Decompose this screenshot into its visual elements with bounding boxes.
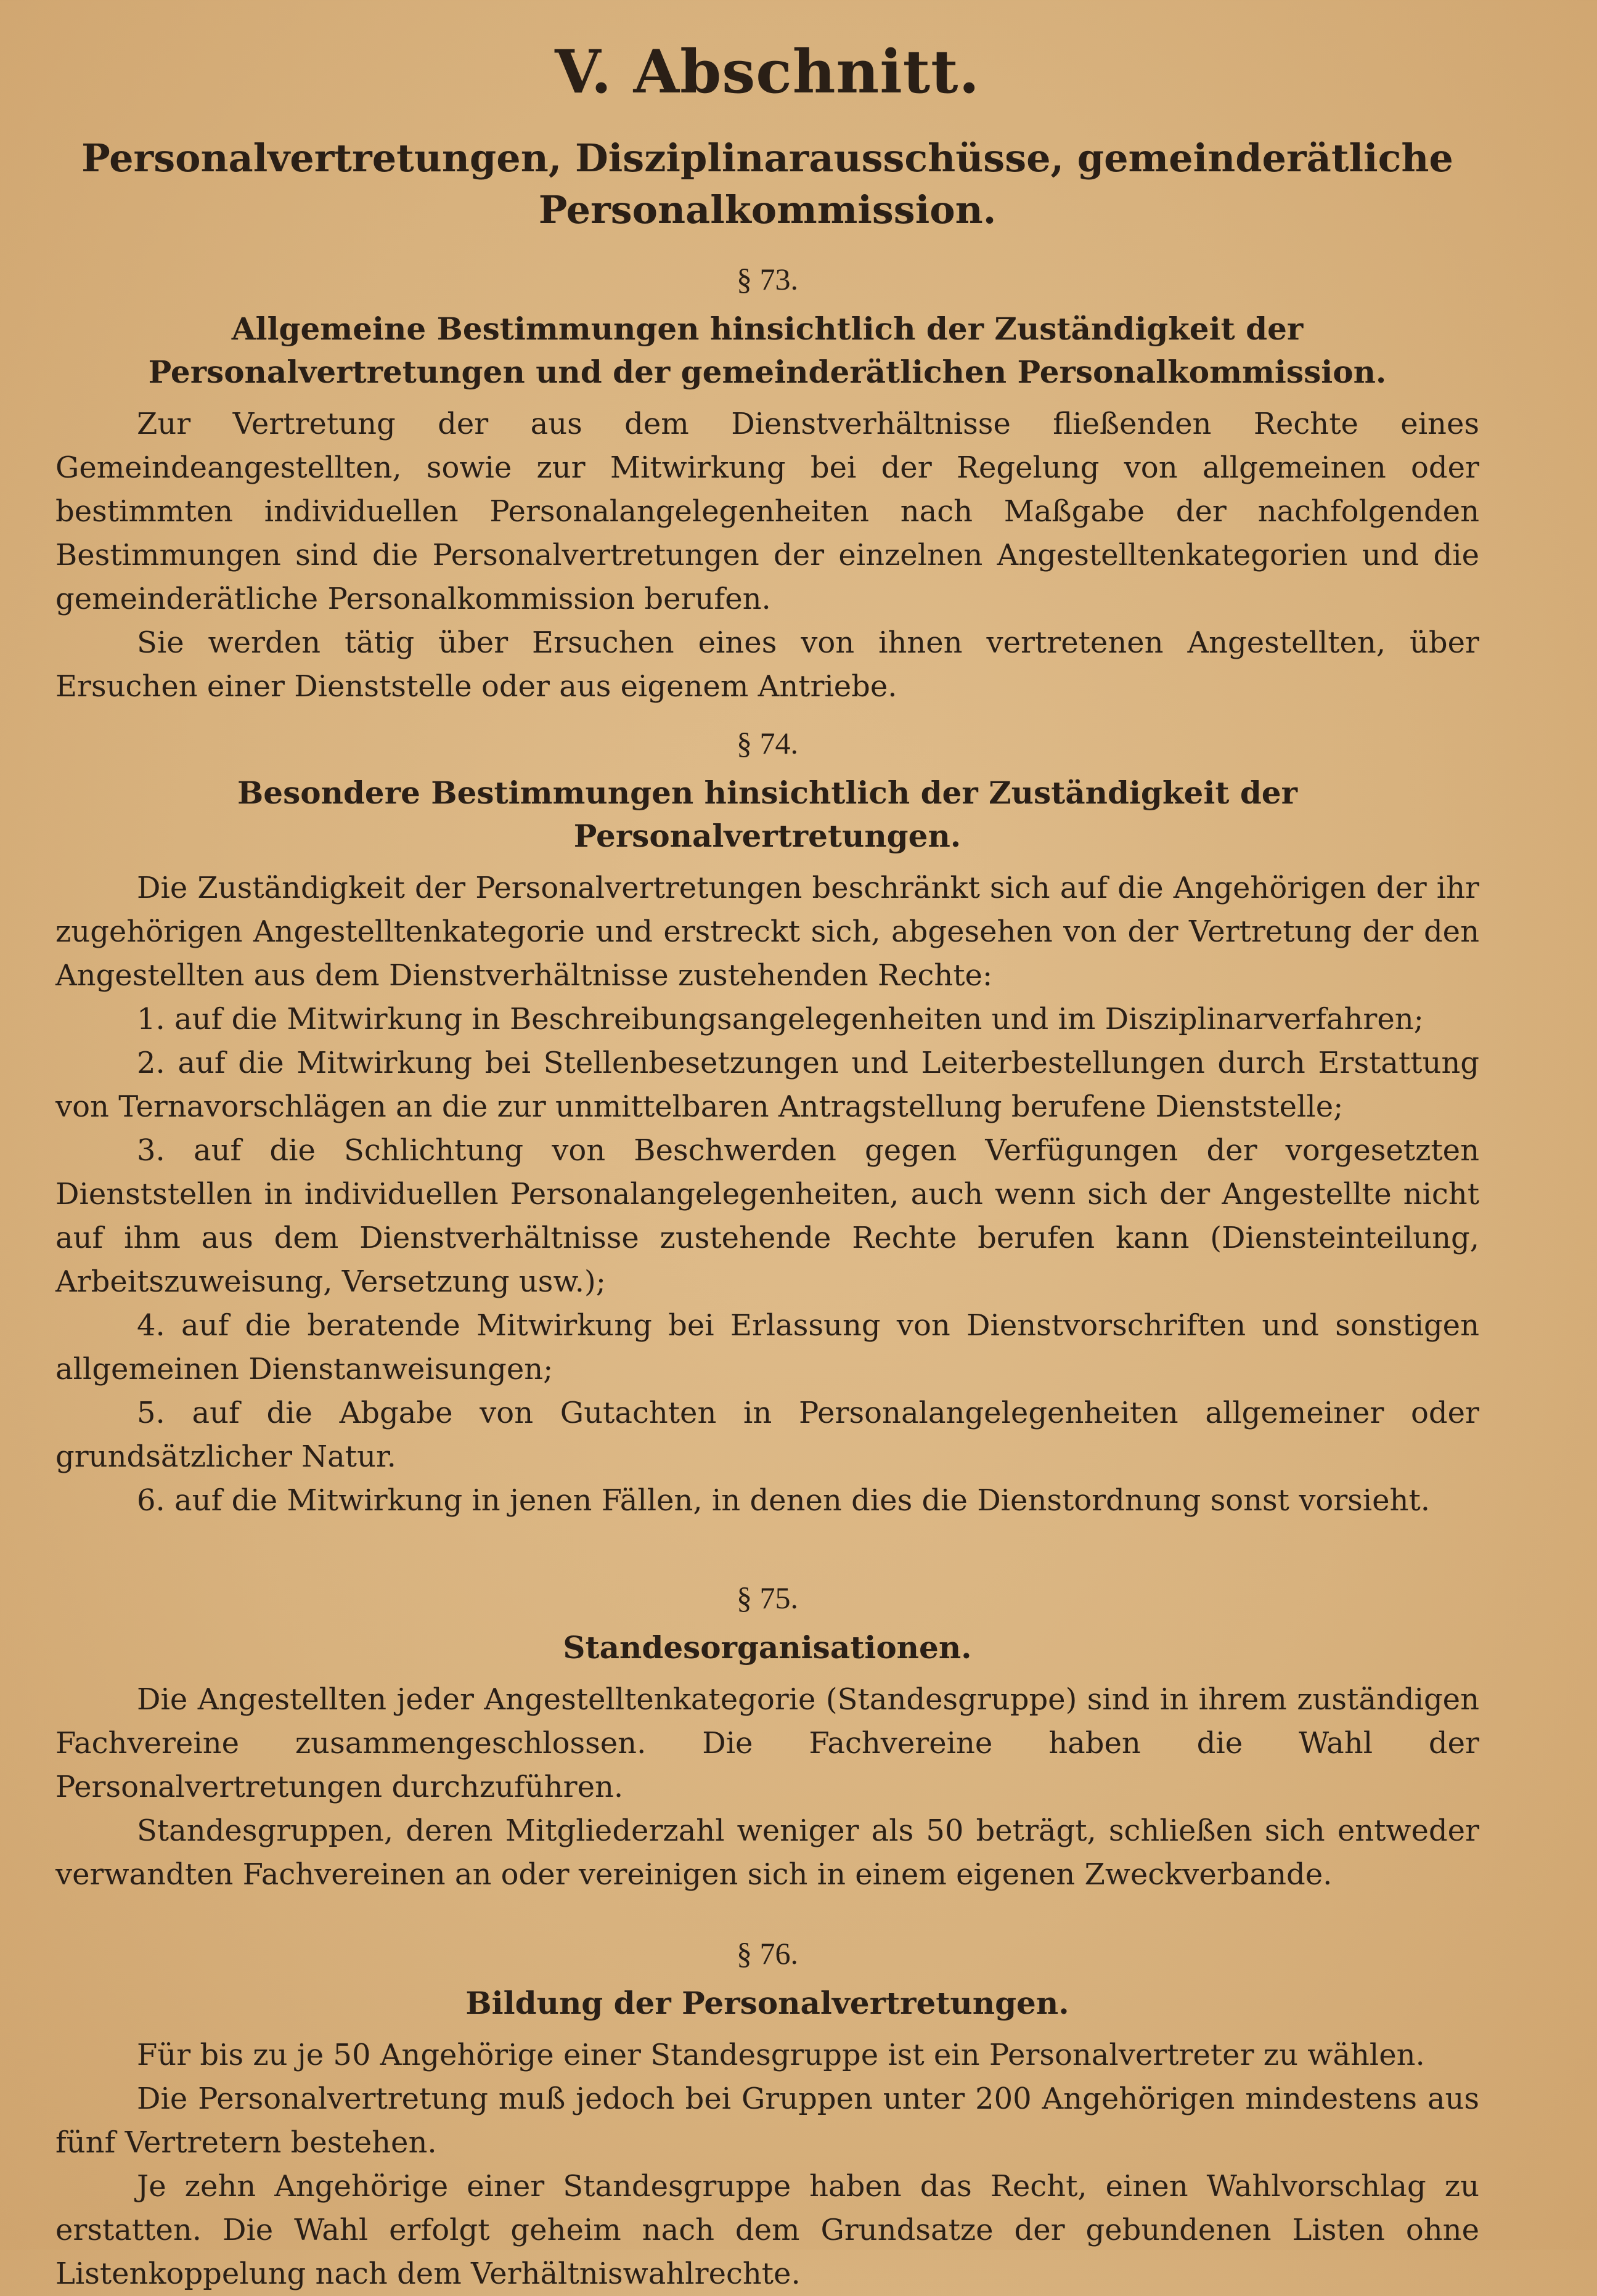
section-73: [55, 259, 1479, 709]
list-item: 1. auf die Mitwirkung in Beschreibungsangelegenheiten und im Disziplinarverfahren;: [137, 1002, 1424, 1036]
section-number: § 76.: [737, 1936, 798, 1971]
list-item: 6. auf die Mitwirkung in jenen Fällen, in denen dies die Dienstordnung sonst vorsieht.: [137, 1483, 1431, 1518]
section-title: Besondere Bestimmungen hinsichtlich der Zuständigkeit der Personalvertretungen.: [237, 775, 1297, 854]
paragraph: Standesgruppen, deren Mitgliederzahl weniger als 50 beträgt, schließen sich entweder verwandten Fachvereinen an oder vereinigen sich in einem eigenen Zweckverbande.: [55, 1814, 1479, 1892]
paragraph: Zur Vertretung der aus dem Dienstverhältnisse fließenden Rechte eines Gemeindeangestellten, sowie zur Mitwirkung bei der Regelung von allgemeinen oder bestimmten individuellen Personalangelegenheiten nach Maßgabe der nachfolgenden Bestimmungen sind die Personalvertretungen der einzelnen Angestelltenkategorien und die gemeinderätliche Personalkommission berufen.: [55, 407, 1479, 616]
chapter-title: V. Abschnitt.: [555, 37, 980, 107]
list-item: 4. auf die beratende Mitwirkung bei Erlassung von Dienstvorschriften und sonstigen allgemeinen Dienstanweisungen;: [55, 1308, 1479, 1386]
section-74: [55, 723, 1479, 1523]
chapter-subtitle: Personalvertretungen, Disziplinarausschüsse, gemeinderätliche Personalkommission.: [81, 136, 1453, 232]
paragraph: Die Personalvertretung muß jedoch bei Gruppen unter 200 Angehörigen mindestens aus fünf Vertretern bestehen.: [55, 2082, 1479, 2160]
section-76: [55, 1934, 1479, 2296]
section-title: Allgemeine Bestimmungen hinsichtlich der Zuständigkeit der Personalvertretungen und der gemeinderätlichen Personalkommission.: [148, 311, 1387, 390]
section-title: Bildung der Personalvertretungen.: [465, 1985, 1069, 2021]
list-item: 2. auf die Mitwirkung bei Stellenbesetzungen und Leiterbestellungen durch Erstattung von Ternavorschlägen an die zur unmittelbaren Antragstellung berufene Dienststelle;: [55, 1046, 1479, 1124]
paragraph: Für bis zu je 50 Angehörige einer Standesgruppe ist ein Personalvertreter zu wählen.: [137, 2038, 1425, 2072]
list-item: 3. auf die Schlichtung von Beschwerden gegen Verfügungen der vorgesetzten Dienststellen in individuellen Personalangelegenheiten, auch wenn sich der Angestellte nicht auf ihm aus dem Dienstverhältnisse zustehende Rechte berufen kann (Diensteinteilung, Arbeitszuweisung, Versetzung usw.);: [55, 1133, 1479, 1299]
section-number: § 73.: [737, 262, 798, 296]
paragraph: Je zehn Angehörige einer Standesgruppe haben das Recht, einen Wahlvorschlag zu erstatten. Die Wahl erfolgt geheim nach dem Grundsatze der gebundenen Listen ohne Listenkoppelung nach dem Verhältniswahlrechte.: [55, 2169, 1479, 2291]
paragraph: Sie werden tätig über Ersuchen eines von ihnen vertretenen Angestellten, über Ersuchen einer Dienststelle oder aus eigenem Antriebe.: [55, 625, 1479, 704]
section-75: [55, 1578, 1479, 1897]
paragraph: Die Angestellten jeder Angestelltenkategorie (Standesgruppe) sind in ihrem zuständigen Fachvereine zusammengeschlossen. Die Fachvereine haben die Wahl der Personalvertretungen durchzuführen.: [55, 1682, 1479, 1804]
section-number: § 75.: [737, 1581, 798, 1615]
list-item: 5. auf die Abgabe von Gutachten in Personalangelegenheiten allgemeiner oder grundsätzlicher Natur.: [55, 1396, 1479, 1474]
section-title: Standesorganisationen.: [563, 1629, 972, 1666]
document-page: [55, 37, 1479, 2291]
paragraph: Die Zuständigkeit der Personalvertretungen beschränkt sich auf die Angehörigen der ihr zugehörigen Angestelltenkategorie und erstreckt sich, abgesehen von der Vertretung der den Angestellten aus dem Dienstverhältnisse zustehenden Rechte:: [55, 871, 1479, 993]
section-number: § 74.: [737, 726, 798, 760]
